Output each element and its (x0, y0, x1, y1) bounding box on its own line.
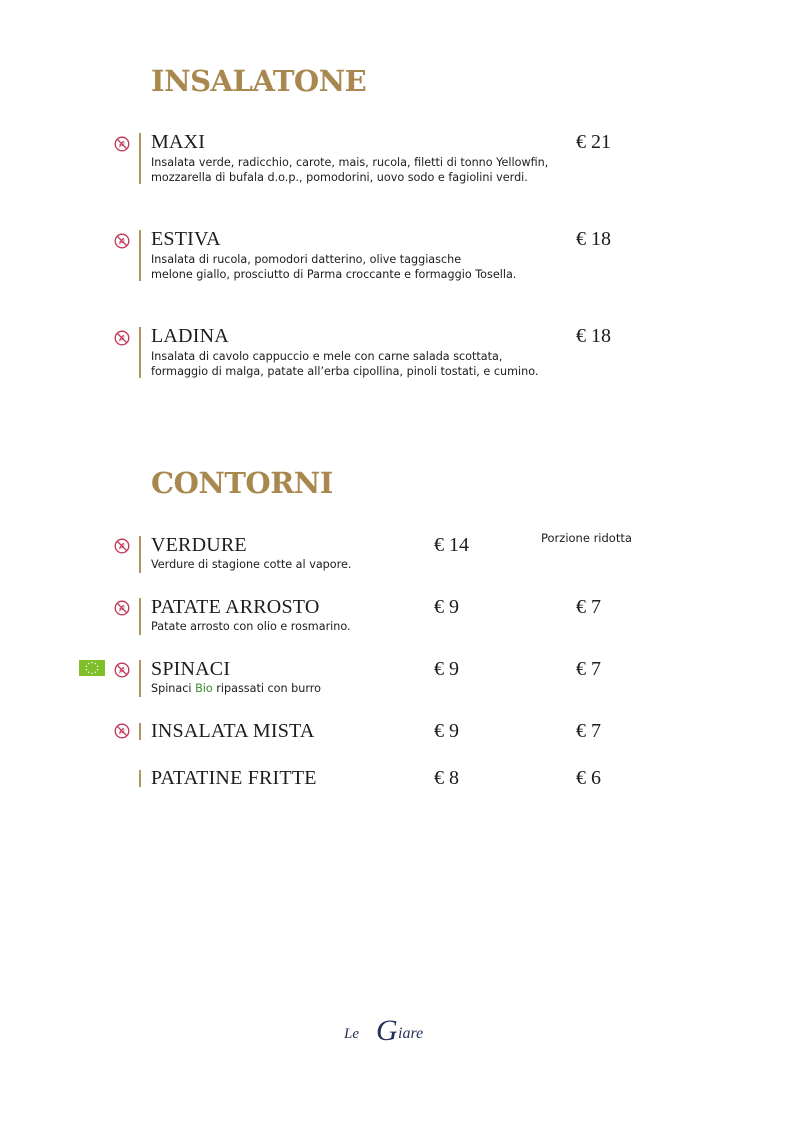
item-name: VERDURE (151, 534, 247, 556)
item-price: € 9 (434, 658, 459, 680)
item-description-line-1: Insalata di cavolo cappuccio e mele con carne salada scottata, (151, 350, 503, 363)
item-description-line-2: mozzarella di bufala d.o.p., pomodorini, uovo sodo e fagiolini verdi. (151, 171, 528, 184)
porzione-ridotta-label: Porzione ridotta (541, 531, 632, 545)
menu-item-estiva (0, 228, 793, 282)
item-name: SPINACI (151, 658, 231, 680)
item-price: € 8 (434, 767, 459, 789)
gluten-free-icon (114, 233, 130, 249)
gluten-free-icon (114, 600, 130, 616)
item-divider (139, 327, 141, 378)
item-description: Verdure di stagione cotte al vapore. (151, 558, 352, 571)
item-price: € 9 (434, 720, 459, 742)
menu-item-maxi (0, 131, 793, 185)
item-price-reduced: € 7 (576, 658, 601, 680)
item-divider (139, 598, 141, 635)
item-price: € 18 (576, 228, 611, 250)
svg-text:G: G (376, 1014, 398, 1047)
item-divider (139, 660, 141, 697)
item-name: LADINA (151, 325, 229, 347)
le-giare-logo (342, 1008, 452, 1050)
item-price: € 9 (434, 596, 459, 618)
item-description-line-1: Insalata verde, radicchio, carote, mais, rucola, filetti di tonno Yellowfin, (151, 156, 549, 169)
item-name: ESTIVA (151, 228, 221, 250)
svg-text:Le: Le (344, 1026, 359, 1042)
item-name: MAXI (151, 131, 206, 153)
menu-item-ladina (0, 325, 793, 379)
menu-item-spinaci (0, 658, 793, 698)
section-title-contorni: CONTORNI (151, 466, 333, 500)
item-divider (139, 230, 141, 281)
item-price: € 14 (434, 534, 469, 556)
menu-item-patatine-fritte (0, 767, 793, 791)
section-title-insalatone: INSALATONE (151, 64, 367, 98)
item-description-line-2: formaggio di malga, patate all’erba cipollina, pinoli tostati, e cumino. (151, 365, 539, 378)
gluten-free-icon (114, 723, 130, 739)
item-price-reduced: € 7 (576, 596, 601, 618)
item-description-line-1: Insalata di rucola, pomodori datterino, olive taggiasche (151, 253, 462, 266)
item-description (151, 681, 321, 696)
item-name: PATATINE FRITTE (151, 767, 317, 789)
svg-text:iare: iare (398, 1025, 424, 1042)
menu-item-patate-arrosto (0, 596, 793, 636)
gluten-free-icon (114, 136, 130, 152)
item-price-reduced: € 6 (576, 767, 601, 789)
item-divider (139, 536, 141, 573)
desc-bio-word: Bio (195, 682, 213, 695)
item-description-line-2: melone giallo, prosciutto di Parma croccante e formaggio Tosella. (151, 268, 517, 281)
item-description: Patate arrosto con olio e rosmarino. (151, 620, 351, 633)
menu-item-verdure (0, 534, 793, 574)
menu-item-insalata-mista (0, 720, 793, 744)
item-name: PATATE ARROSTO (151, 596, 320, 618)
item-divider (139, 770, 141, 787)
gluten-free-icon (114, 538, 130, 554)
item-name: INSALATA MISTA (151, 720, 315, 742)
desc-text-after: ripassati con burro (212, 682, 321, 695)
item-price: € 21 (576, 131, 611, 153)
item-price-reduced: € 7 (576, 720, 601, 742)
item-divider (139, 723, 141, 740)
bio-leaf-icon (79, 660, 105, 676)
gluten-free-icon (114, 330, 130, 346)
item-price: € 18 (576, 325, 611, 347)
gluten-free-icon (114, 662, 130, 678)
desc-text-before: Spinaci (151, 682, 196, 695)
item-divider (139, 133, 141, 184)
